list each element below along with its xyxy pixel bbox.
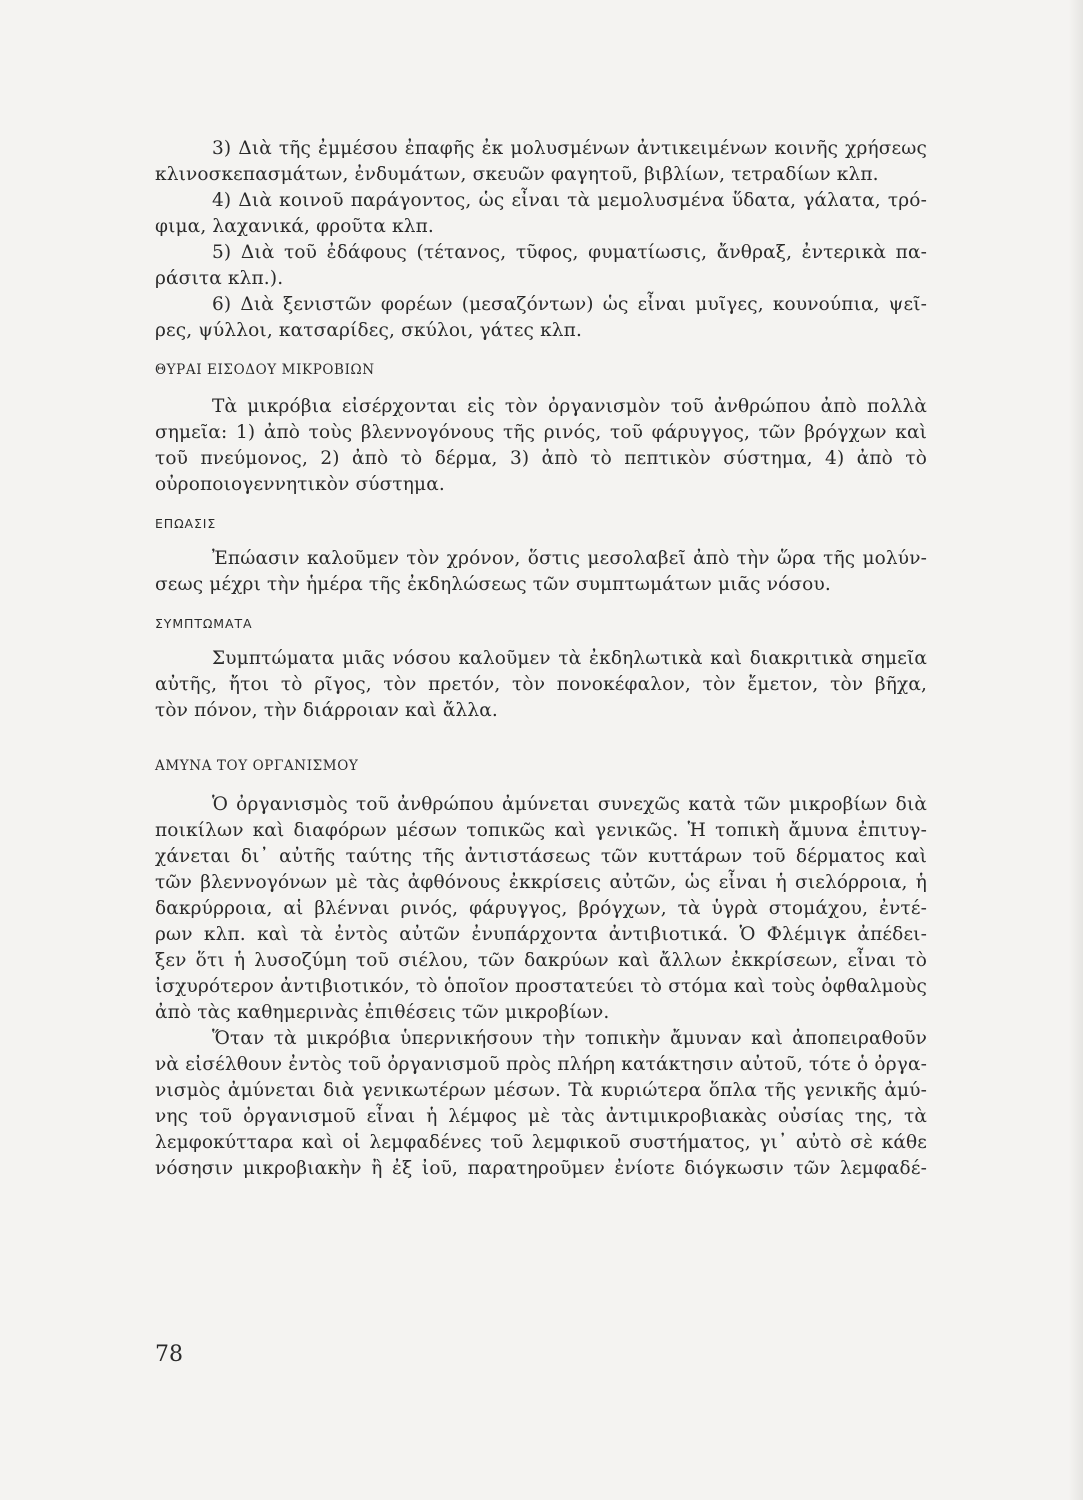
text-line: αὐτῆς, ἤτοι τὸ ρῖγος, τὸν πρετόν, τὸν πονοκέφαλον, τὸν ἔμετον, τὸν βῆχα,	[155, 674, 927, 695]
text-line: νισμὸς ἀμύνεται διὰ γενικωτέρων μέσων. Τὰ κυριώτερα ὅπλα τῆς γενικῆς ἀμύ-	[155, 1080, 927, 1101]
text-line: 5) Διὰ τοῦ ἐδάφους (τέτανος, τῦφος, φυματίωσις, ἄνθραξ, ἐντερικὰ πα-	[212, 242, 927, 263]
section-defense	[155, 756, 927, 1182]
text-line: Ἐπώασιν καλοῦμεν τὸν χρόνον, ὅστις μεσολαβεῖ ἀπὸ τὴν ὥρα τῆς μολύν-	[212, 548, 927, 569]
text-line: ἰσχυρότερον ἀντιβιοτικόν, τὸ ὁποῖον προστατεύει τὸ στόμα καὶ τοὺς ὀφθαλμοὺς	[155, 976, 927, 997]
section-heading: ΑΜΥΝΑ ΤΟΥ ΟΡΓΑΝΙΣΜΟΥ	[155, 758, 359, 774]
text-line: σεως μέχρι τὴν ἡμέρα τῆς ἐκδηλώσεως τῶν συμπτωμάτων μιᾶς νόσου.	[155, 574, 831, 595]
text-line: λεμφοκύτταρα καὶ οἱ λεμφαδένες τοῦ λεμφικοῦ συστήματος, γι᾽ αὐτὸ σὲ κάθε	[155, 1132, 927, 1153]
text-line: οὐροποιογεννητικὸν σύστημα.	[155, 474, 445, 495]
text-line: 4) Διὰ κοινοῦ παράγοντος, ὡς εἶναι τὰ μεμολυσμένα ὕδατα, γάλατα, τρό-	[212, 190, 927, 211]
text-line: τὸν πόνον, τὴν διάρροιαν καὶ ἄλλα.	[155, 700, 498, 721]
section-symptoms	[155, 614, 927, 724]
text-line: 6) Διὰ ξενιστῶν φορέων (μεσαζόντων) ὡς εἶναι μυῖγες, κουνούπια, ψεῖ-	[212, 294, 927, 315]
text-line: ρων κλπ. καὶ τὰ ἐντὸς αὐτῶν ἐνυπάρχοντα ἀντιβιοτικά. Ὁ Φλέμιγκ ἀπέδει-	[155, 924, 927, 945]
section-heading: ΕΠΩΑΣΙΣ	[155, 516, 217, 531]
text-line: Ὁ ὀργανισμὸς τοῦ ἀνθρώπου ἀμύνεται συνεχῶς κατὰ τῶν μικροβίων διὰ	[212, 794, 927, 815]
page-number: 78	[155, 1342, 183, 1367]
text-line: φιμα, λαχανικά, φροῦτα κλπ.	[155, 216, 434, 237]
text-line: κλινοσκεπασμάτων, ἐνδυμάτων, σκευῶν φαγητοῦ, βιβλίων, τετραδίων κλπ.	[155, 164, 879, 185]
text-line: ρες, ψύλλοι, κατσαρίδες, σκύλοι, γάτες κλπ.	[155, 320, 583, 341]
text-line: ράσιτα κλπ.).	[155, 268, 284, 289]
text-line: δακρύρροια, αἱ βλένναι ρινός, φάρυγγος, βρόγχων, τὰ ὑγρὰ στομάχου, ἐντέ-	[155, 898, 927, 919]
text-line: Τὰ μικρόβια εἰσέρχονται εἰς τὸν ὀργανισμὸν τοῦ ἀνθρώπου ἀπὸ πολλὰ	[212, 396, 927, 417]
section-incubation	[155, 514, 927, 598]
text-line: Ὅταν τὰ μικρόβια ὑπερνικήσουν τὴν τοπικὴν ἄμυναν καὶ ἀποπειραθοῦν	[212, 1028, 927, 1049]
section-heading: ΘΥΡΑΙ ΕΙΣΟΔΟΥ ΜΙΚΡΟΒΙΩΝ	[155, 362, 375, 378]
transmission-items	[155, 136, 927, 344]
text-line: νὰ εἰσέλθουν ἐντὸς τοῦ ὀργανισμοῦ πρὸς πλήρη κατάκτησιν αὐτοῦ, τότε ὁ ὀργα-	[155, 1054, 927, 1075]
text-line: τοῦ πνεύμονος, 2) ἀπὸ τὸ δέρμα, 3) ἀπὸ τὸ πεπτικὸν σύστημα, 4) ἀπὸ τὸ	[155, 448, 927, 469]
page-edge-shadow	[1069, 0, 1083, 1500]
page-text-body	[155, 136, 927, 1182]
text-line: Συμπτώματα μιᾶς νόσου καλοῦμεν τὰ ἐκδηλωτικὰ καὶ διακριτικὰ σημεῖα	[212, 648, 927, 669]
text-line: ξεν ὅτι ἡ λυσοζύμη τοῦ σιέλου, τῶν δακρύων καὶ ἄλλων ἐκκρίσεων, εἶναι τὸ	[155, 950, 927, 971]
text-line: 3) Διὰ τῆς ἐμμέσου ἐπαφῆς ἐκ μολυσμένων ἀντικειμένων κοινῆς χρήσεως	[212, 138, 927, 159]
text-line: νης τοῦ ὀργανισμοῦ εἶναι ἡ λέμφος μὲ τὰς ἀντιμικροβιακὰς οὐσίας της, τὰ	[155, 1106, 927, 1127]
text-line: νόσησιν μικροβιακὴν ἢ ἐξ ἰοῦ, παρατηροῦμεν ἐνίοτε διόγκωσιν τῶν λεμφαδέ-	[155, 1158, 927, 1179]
section-entry-points	[155, 360, 927, 498]
text-line: τῶν βλεννογόνων μὲ τὰς ἀφθόνους ἐκκρίσεις αὐτῶν, ὡς εἶναι ἡ σιελόρροια, ἡ	[155, 872, 927, 893]
section-heading: ΣΥΜΠΤΩΜΑΤΑ	[155, 616, 253, 631]
text-line: σημεῖα: 1) ἀπὸ τοὺς βλεννογόνους τῆς ρινός, τοῦ φάρυγγος, τῶν βρόγχων καὶ	[155, 422, 927, 443]
text-line: χάνεται δι᾽ αὐτῆς ταύτης τῆς ἀντιστάσεως τῶν κυττάρων τοῦ δέρματος καὶ	[155, 846, 927, 867]
text-line: ἀπὸ τὰς καθημερινὰς ἐπιθέσεις τῶν μικροβίων.	[155, 1002, 610, 1023]
text-line: ποικίλων καὶ διαφόρων μέσων τοπικῶς καὶ γενικῶς. Ἡ τοπικὴ ἄμυνα ἐπιτυγ-	[155, 820, 927, 841]
